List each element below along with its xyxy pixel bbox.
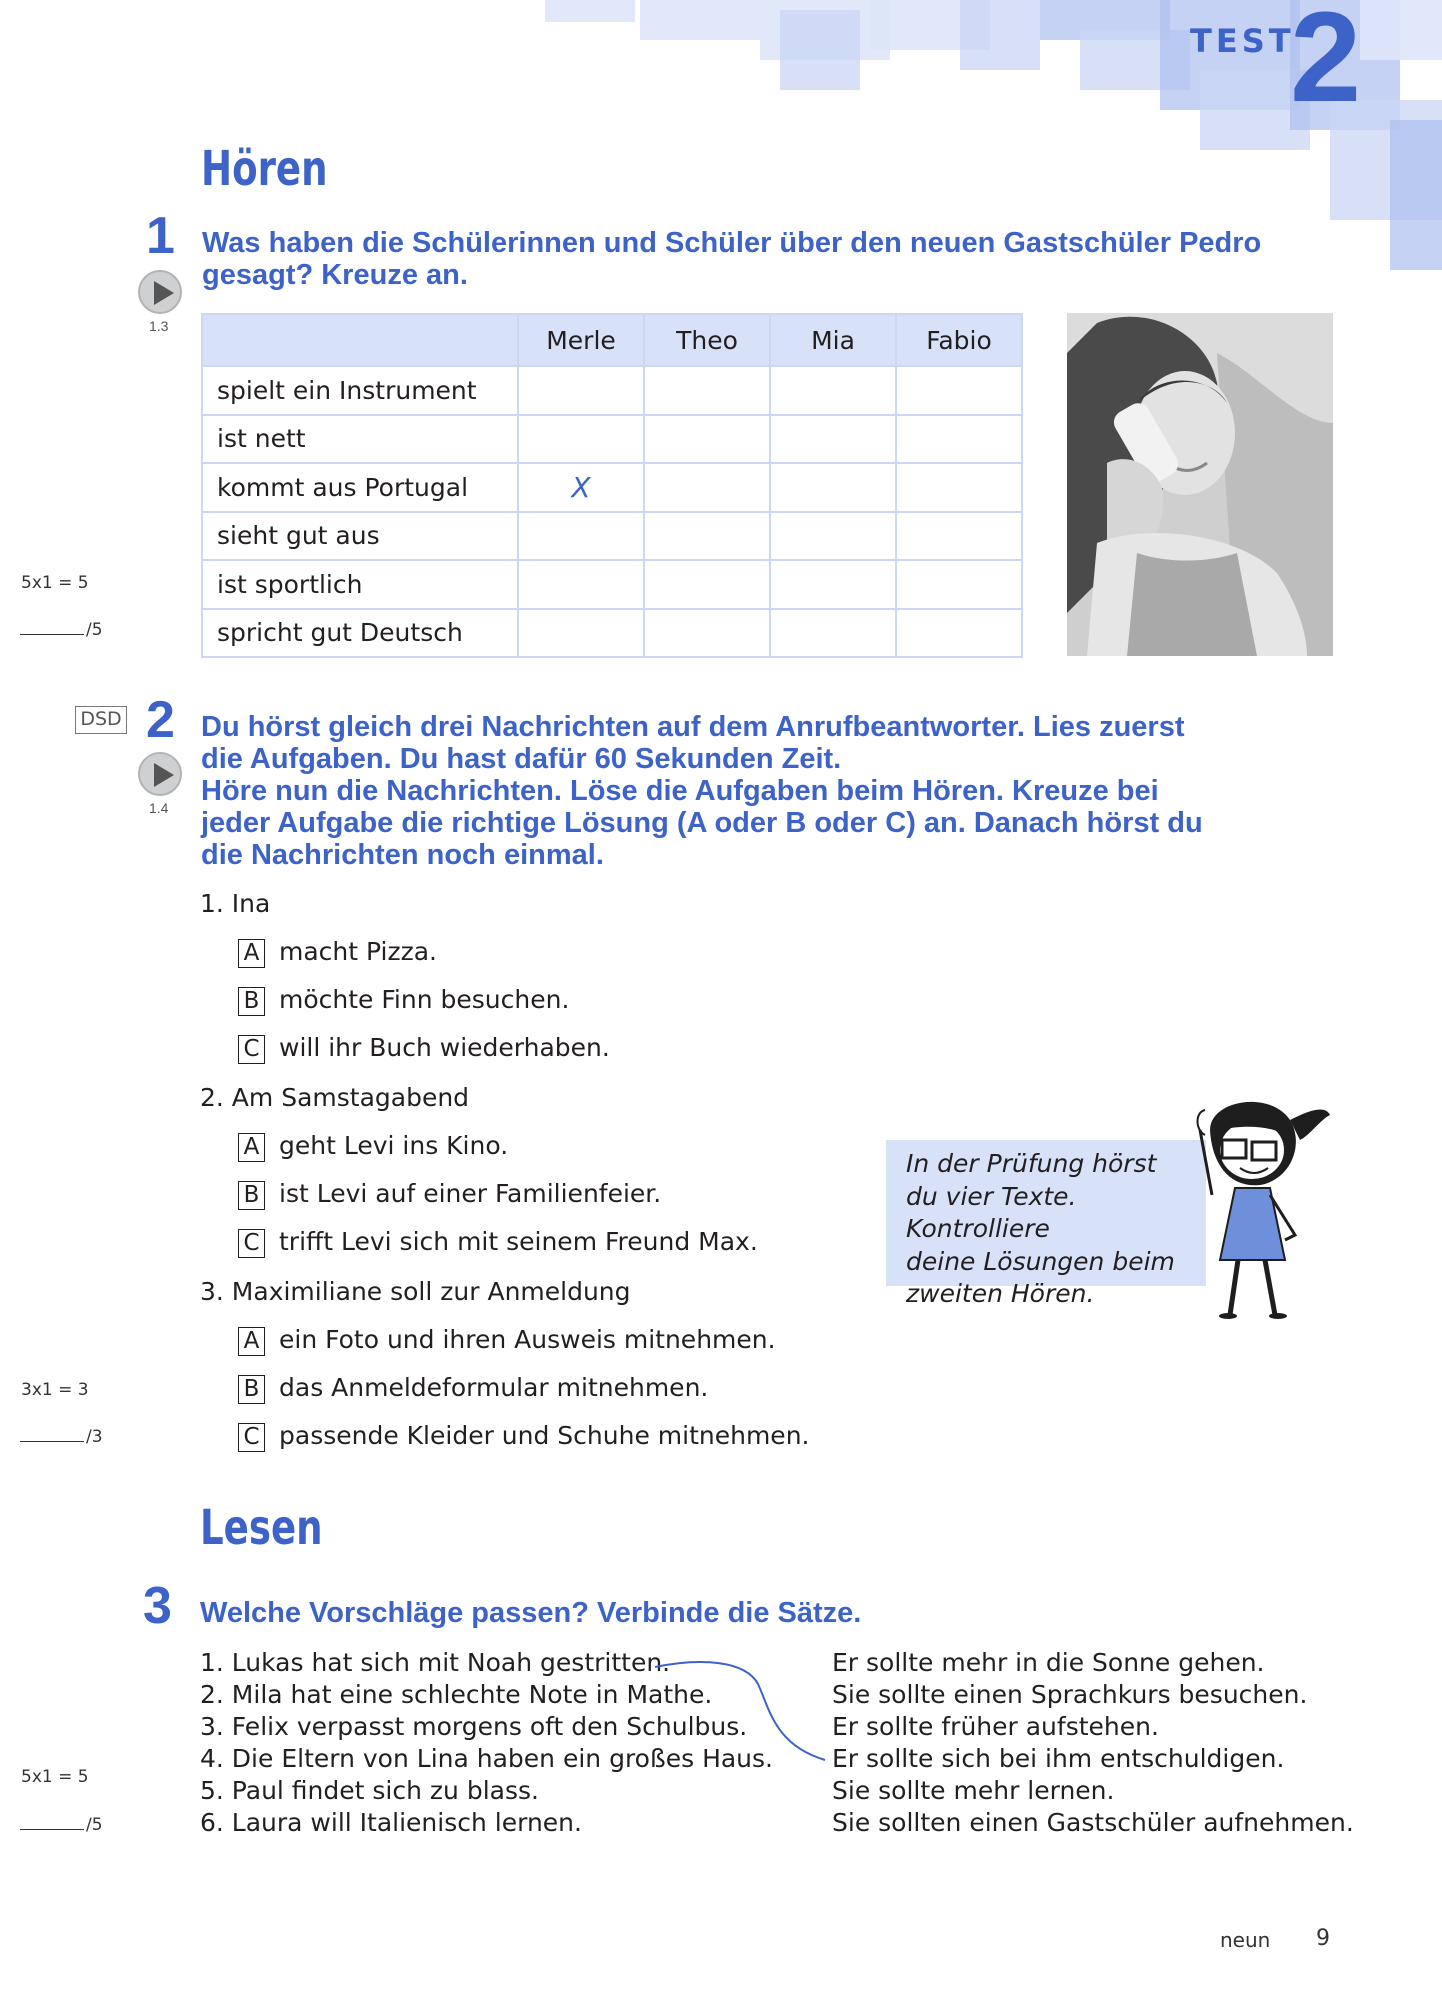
page-number-word: neun	[1220, 1928, 1271, 1952]
table-row	[202, 463, 1022, 512]
answer-option[interactable]	[238, 1032, 610, 1064]
checkbox-cell[interactable]	[644, 560, 770, 609]
score-max: /5	[86, 1815, 103, 1835]
checkbox-cell[interactable]	[896, 463, 1022, 512]
option-letter-box[interactable]: C	[238, 1229, 265, 1258]
checkbox-cell[interactable]	[644, 366, 770, 415]
answer-option[interactable]	[238, 1324, 776, 1356]
option-letter-box[interactable]: C	[238, 1423, 265, 1452]
option-text: möchte Finn besuchen.	[279, 985, 570, 1014]
track-number: 1.4	[149, 800, 169, 816]
task-2-instruction-line: die Nachrichten noch einmal.	[201, 839, 604, 871]
match-left-item[interactable]: 2. Mila hat eine schlechte Note in Mathe.	[200, 1680, 713, 1709]
score-blank-task-3[interactable]	[20, 1815, 103, 1835]
option-letter-box[interactable]: A	[238, 1327, 265, 1356]
tip-line: deine Lösungen beim	[906, 1246, 1175, 1276]
checkbox-cell[interactable]	[518, 512, 644, 561]
checkbox-cell[interactable]	[896, 560, 1022, 609]
option-text: macht Pizza.	[279, 937, 437, 966]
task-2-number: 2	[146, 691, 175, 749]
task-2-instruction-line: Höre nun die Nachrichten. Löse die Aufgaben beim Hören. Kreuze bei	[201, 775, 1159, 807]
answer-option[interactable]	[238, 1130, 508, 1162]
tip-line: In der Prüfung hörst	[906, 1149, 1157, 1178]
example-connecting-line	[650, 1660, 840, 1770]
question-prompt: 3. Maximiliane soll zur Anmeldung	[200, 1277, 631, 1306]
question-prompt: 2. Am Samstagabend	[200, 1083, 470, 1112]
score-task-2: 3x1 = 3	[21, 1380, 89, 1400]
option-text: passende Kleider und Schuhe mitnehmen.	[279, 1421, 810, 1450]
task-1-question-line-2: gesagt? Kreuze an.	[202, 259, 468, 291]
match-left-item[interactable]: 5. Paul findet sich zu blass.	[200, 1776, 539, 1805]
option-text: ein Foto und ihren Ausweis mitnehmen.	[279, 1325, 776, 1354]
checkbox-cell[interactable]	[770, 463, 896, 512]
task-2-instruction-line: jeder Aufgabe die richtige Lösung (A oder B oder C) an. Danach hörst du	[201, 807, 1203, 839]
option-letter-box[interactable]: B	[238, 987, 265, 1016]
checkbox-cell[interactable]	[518, 560, 644, 609]
tip-line: du vier Texte. Kontrolliere	[906, 1181, 1077, 1243]
column-header: Mia	[770, 314, 896, 366]
checkbox-cell[interactable]	[644, 415, 770, 464]
score-blank-task-1[interactable]	[20, 620, 103, 640]
checkbox-cell[interactable]	[896, 415, 1022, 464]
checkbox-cell[interactable]	[896, 366, 1022, 415]
table-row	[202, 366, 1022, 415]
column-header: Merle	[518, 314, 644, 366]
score-max: /5	[86, 620, 103, 640]
match-left-item[interactable]: 1. Lukas hat sich mit Noah gestritten.	[200, 1648, 671, 1677]
checkbox-cell[interactable]	[770, 512, 896, 561]
checkbox-cell[interactable]	[518, 609, 644, 658]
column-header: Fabio	[896, 314, 1022, 366]
answer-option[interactable]	[238, 1226, 758, 1258]
photo-girl-on-phone	[1067, 313, 1333, 656]
checkbox-cell[interactable]	[644, 463, 770, 512]
match-left-item[interactable]: 3. Felix verpasst morgens oft den Schulbus.	[200, 1712, 748, 1741]
play-audio-icon[interactable]	[138, 752, 182, 796]
option-letter-box[interactable]: B	[238, 1181, 265, 1210]
question-prompt: 1. Ina	[200, 889, 271, 918]
answer-option[interactable]	[238, 1178, 661, 1210]
test-label: TEST	[1190, 22, 1295, 60]
checkbox-cell[interactable]	[770, 609, 896, 658]
match-left-item[interactable]: 6. Laura will Italienisch lernen.	[200, 1808, 582, 1837]
match-left-item[interactable]: 4. Die Eltern von Lina haben ein großes Haus.	[200, 1744, 773, 1773]
option-text: will ihr Buch wiederhaben.	[279, 1033, 610, 1062]
option-text: trifft Levi sich mit seinem Freund Max.	[279, 1227, 758, 1256]
dsd-badge: DSD	[75, 706, 127, 734]
option-text: das Anmeldeformular mitnehmen.	[279, 1373, 709, 1402]
match-right-item[interactable]: Sie sollte einen Sprachkurs besuchen.	[832, 1680, 1308, 1709]
checkbox-cell[interactable]	[770, 366, 896, 415]
checkbox-cell[interactable]	[644, 512, 770, 561]
section-title-lesen: Lesen	[200, 1500, 323, 1556]
score-task-3: 5x1 = 5	[21, 1767, 89, 1787]
match-right-item[interactable]: Sie sollte mehr lernen.	[832, 1776, 1115, 1805]
section-title-hoeren: Hören	[201, 141, 328, 197]
option-letter-box[interactable]: B	[238, 1375, 265, 1404]
track-number: 1.3	[149, 318, 169, 334]
score-blank-task-2[interactable]	[20, 1427, 103, 1447]
answer-option[interactable]	[238, 1372, 708, 1404]
checkbox-cell[interactable]	[770, 560, 896, 609]
task-2-instruction-line: die Aufgaben. Du hast dafür 60 Sekunden Zeit.	[201, 743, 842, 775]
answer-option[interactable]	[238, 984, 569, 1016]
task-1-question-line-1: Was haben die Schülerinnen und Schüler über den neuen Gastschüler Pedro	[202, 227, 1262, 259]
mascot-girl-thumbs-up-icon	[1160, 1090, 1340, 1320]
row-label: sieht gut aus	[202, 512, 518, 561]
option-text: ist Levi auf einer Familienfeier.	[279, 1179, 662, 1208]
test-number: 2	[1290, 0, 1362, 129]
answer-option[interactable]	[238, 1420, 809, 1452]
table-row	[202, 609, 1022, 658]
match-right-item[interactable]: Er sollte früher aufstehen.	[832, 1712, 1159, 1741]
column-header: Theo	[644, 314, 770, 366]
option-letter-box[interactable]: A	[238, 939, 265, 968]
checkbox-cell[interactable]	[518, 366, 644, 415]
table-corner	[202, 314, 518, 366]
tip-line: zweiten Hören.	[906, 1279, 1095, 1308]
match-right-item[interactable]: Sie sollten einen Gastschüler aufnehmen.	[832, 1808, 1354, 1837]
score-max: /3	[86, 1427, 103, 1447]
checkbox-cell[interactable]	[518, 415, 644, 464]
row-label: ist sportlich	[202, 560, 518, 609]
option-text: geht Levi ins Kino.	[279, 1131, 509, 1160]
task-3-number: 3	[143, 1577, 172, 1635]
checkbox-cell[interactable]	[644, 609, 770, 658]
table-row	[202, 415, 1022, 464]
match-right-item[interactable]: Er sollte sich bei ihm entschuldigen.	[832, 1744, 1285, 1773]
option-letter-box[interactable]: C	[238, 1035, 265, 1064]
task-1-number: 1	[146, 207, 175, 265]
row-label: spielt ein Instrument	[202, 366, 518, 415]
task-2-instruction-line: Du hörst gleich drei Nachrichten auf dem Anrufbeantworter. Lies zuerst	[201, 711, 1185, 743]
photo-illustration	[1067, 313, 1333, 656]
row-label: spricht gut Deutsch	[202, 609, 518, 658]
checkbox-cell[interactable]	[896, 512, 1022, 561]
checkbox-cell[interactable]	[896, 609, 1022, 658]
option-letter-box[interactable]: A	[238, 1133, 265, 1162]
row-label: kommt aus Portugal	[202, 463, 518, 512]
table-row	[202, 560, 1022, 609]
score-task-1: 5x1 = 5	[21, 573, 89, 593]
checkbox-cell[interactable]: X	[518, 463, 644, 512]
table-row	[202, 512, 1022, 561]
page-number: 9	[1316, 1926, 1330, 1951]
play-audio-icon[interactable]	[138, 270, 182, 314]
row-label: ist nett	[202, 415, 518, 464]
task-3-question: Welche Vorschläge passen? Verbinde die Sätze.	[200, 1597, 862, 1629]
checkbox-cell[interactable]	[770, 415, 896, 464]
match-right-item[interactable]: Er sollte mehr in die Sonne gehen.	[832, 1648, 1265, 1677]
answer-table	[201, 313, 1023, 658]
answer-option[interactable]	[238, 936, 437, 968]
